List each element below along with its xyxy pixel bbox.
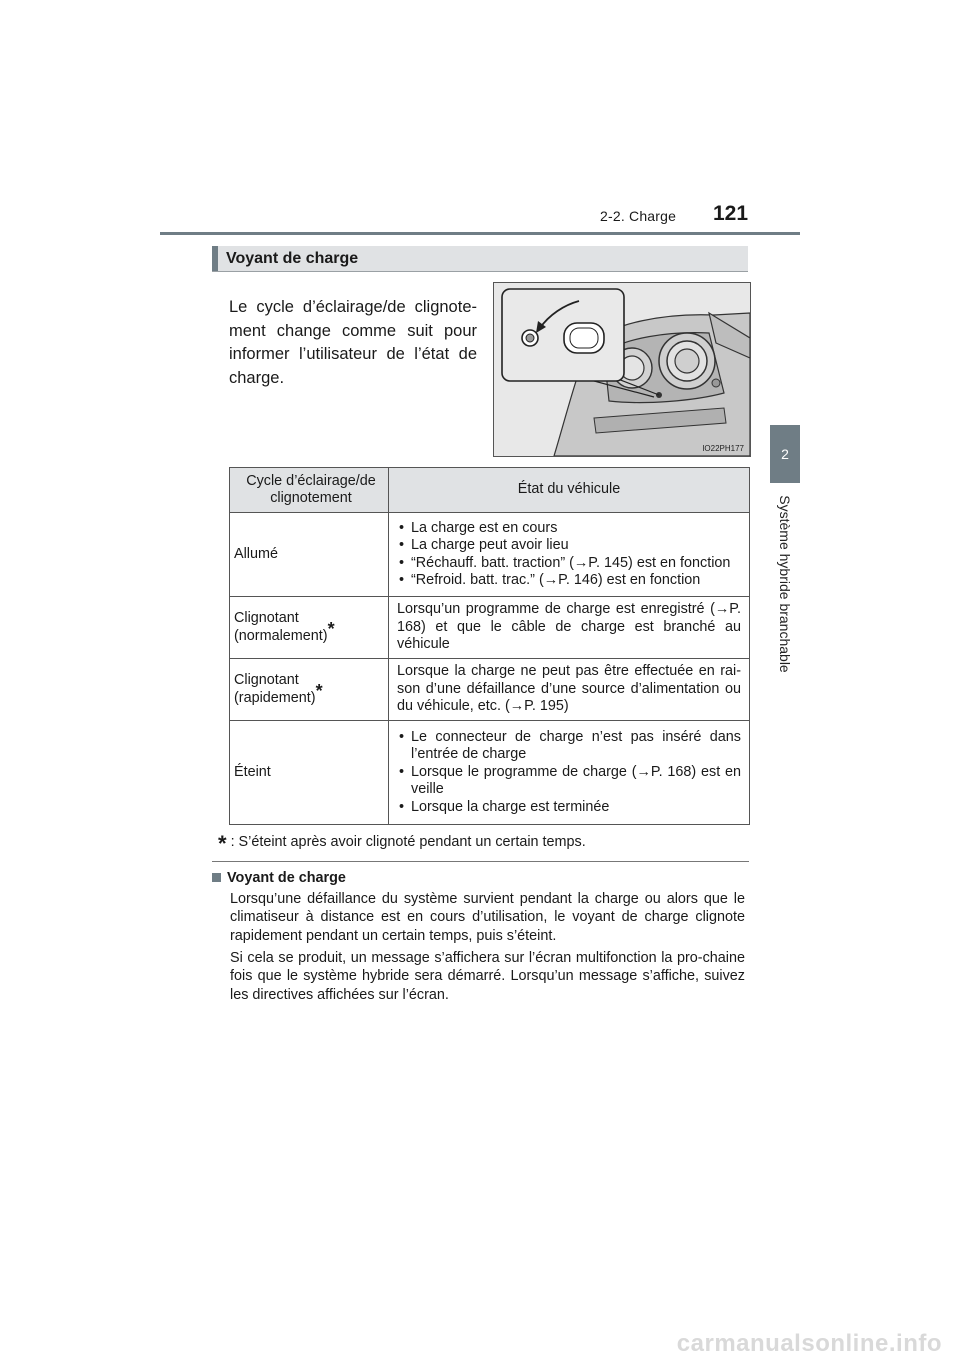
list-item: • La charge est en cours: [397, 520, 741, 538]
state-cell: [389, 513, 750, 597]
square-bullet-icon: [212, 873, 221, 882]
list-item: • “Refroid. batt. trac.” (→P. 146) est en fonction: [397, 572, 741, 590]
note-title: Voyant de charge: [227, 870, 346, 886]
section-accent: [212, 246, 218, 271]
column-header-state: État du véhicule: [389, 468, 750, 513]
state-cell: [389, 721, 750, 825]
charge-indicator-table: [229, 467, 750, 825]
asterisk-mark: *: [218, 831, 227, 856]
cycle-cell: Allumé: [230, 513, 389, 597]
column-header-cycle: Cycle d’éclairage/de clignotement: [230, 468, 389, 513]
list-item: • “Réchauff. batt. traction” (→P. 145) est en fonction: [397, 555, 741, 573]
charging-port-indicator-illustration: [494, 283, 750, 456]
list-item: • Lorsque le programme de charge (→P. 168) est en veille: [397, 764, 741, 799]
table-footnote: [218, 826, 586, 856]
section-title-bar: [212, 246, 748, 272]
state-cell: Lorsqu’un programme de charge est enregistré (→P. 168) et que le câble de charge est branché au véhicule: [389, 597, 750, 659]
cycle-label: Clignotant (normalement): [234, 610, 328, 644]
table-row: [230, 721, 750, 825]
divider: [212, 861, 749, 862]
table-row: [230, 597, 750, 659]
cycle-label: Clignotant (rapidement): [234, 672, 316, 706]
asterisk-mark: *: [327, 618, 335, 639]
note-paragraph: Si cela se produit, un message s’affichera sur l’écran multifonction la pro-chaine fois que le système hybride sera démarré. Lorsqu’un message s’affiche, suivez les directives affichées sur l’écran.: [230, 950, 745, 1003]
table-row: [230, 513, 750, 597]
page-number: 121: [713, 202, 749, 225]
list-item: • La charge peut avoir lieu: [397, 537, 741, 555]
chapter-tab: 2: [770, 425, 800, 483]
list-item: • Le connecteur de charge n’est pas inséré dans l’entrée de charge: [397, 729, 741, 764]
cycle-cell: [230, 659, 389, 721]
cycle-cell: [230, 597, 389, 659]
section-header: 2-2. Charge: [600, 208, 677, 224]
list-item: • Lorsque la charge est terminée: [397, 799, 741, 817]
charging-port-illustration: [493, 282, 751, 457]
table-row: [230, 659, 750, 721]
note-paragraph: Lorsqu’une défaillance du système survient pendant la charge ou alors que le climatiseur à distance est en cours d’utilisation, le voyant de charge clignote rapidement pendant un certain temps, puis s’éteint.: [230, 891, 745, 944]
watermark: carmanualsonline.info: [676, 1330, 942, 1357]
cycle-cell: Éteint: [230, 721, 389, 825]
footnote-text: : S’éteint après avoir clignoté pendant un certain temps.: [230, 834, 586, 850]
asterisk-mark: *: [315, 680, 323, 701]
header-rule: [160, 232, 800, 235]
chapter-title: Système hybride branchable: [777, 495, 793, 673]
table-header-row: [230, 468, 750, 513]
illustration-code: IO22PH177: [702, 444, 744, 453]
section-title: Voyant de charge: [226, 250, 359, 267]
state-cell: Lorsque la charge ne peut pas être effectuée en rai-son d’une défaillance d’une source d’alimentation ou du véhicule, etc. (→P. 195): [389, 659, 750, 721]
note-heading: [212, 870, 346, 886]
intro-paragraph: Le cycle d’éclairage/de clignote-ment change comme suit pour informer l’utilisateur de l’état de charge.: [229, 298, 477, 387]
